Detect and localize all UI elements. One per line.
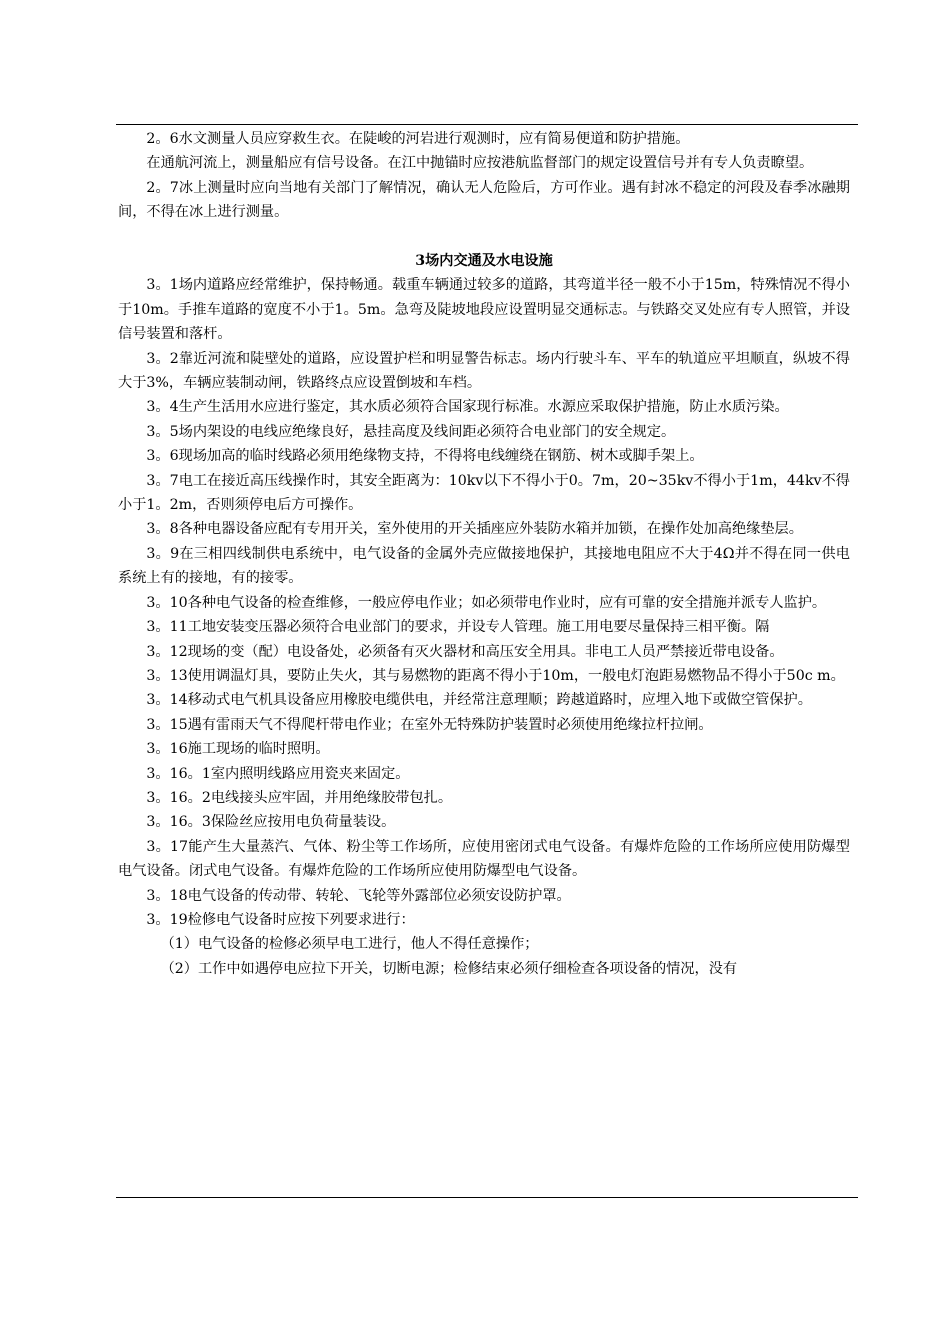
paragraph-3-2: 3。2靠近河流和陡壁处的道路，应设置护栏和明显警告标志。场内行驶斗车、平车的轨道应平坦顺直，纵坡不得大于3%，车辆应装制动闸，铁路终点应设置倒坡和车档。: [118, 350, 850, 392]
paragraph-3-10: 3。10各种电气设备的检查维修，一般应停电作业；如必须带电作业时，应有可靠的安全措施并派专人监护。: [146, 594, 827, 611]
paragraph-3-16: 3。16施工现场的临时照明。: [146, 741, 330, 758]
paragraph-3-8: 3。8各种电器设备应配有专用开关，室外使用的开关插座应外装防水箱并加锁，在操作处加高绝缘垫层。: [146, 521, 803, 538]
paragraph-2-6: 2。6水文测量人员应穿救生衣。在陡峻的河岩进行观测时，应有简易便道和防护措施。: [146, 131, 690, 147]
paragraph-3-14: 3。14移动式电气机具设备应用橡胶电缆供电，并经常注意理顺；跨越道路时，应埋入地下或做空管保护。: [146, 692, 812, 709]
paragraph-3-19: 3。19检修电气设备时应按下列要求进行：: [146, 911, 415, 928]
paragraph-3-6: 3。6现场加高的临时线路必须用绝缘物支持，不得将电线缠绕在钢筋、树木或脚手架上。: [146, 448, 704, 465]
paragraph-3-12: 3。12现场的变（配）电设备处，必须备有灭火器材和高压安全用具。非电工人员严禁接近带电设备。: [146, 643, 784, 660]
paragraph-2-7: 2。7冰上测量时应向当地有关部门了解情况，确认无人危险后，方可作业。遇有封冰不稳定的河段及春季冰融期间，不得在冰上进行测量。: [118, 179, 850, 221]
paragraph-3-11: 3。11工地安装变压器必须符合电业部门的要求，并设专人管理。施工用电要尽量保持三相平衡。隔: [146, 619, 770, 636]
document-body: [118, 127, 850, 981]
paragraph-3-16-1: 3。16。1室内照明线路应用瓷夹来固定。: [146, 765, 410, 782]
footer-rule: [116, 1197, 858, 1198]
paragraph-3-16-2: 3。16。2电线接头应牢固，并用绝缘胶带包扎。: [146, 789, 453, 806]
paragraph-3-1: 3。1场内道路应经常维护，保持畅通。载重车辆通过较多的道路，其弯道半径一般不小于15m，特殊情况不得小于10m。手推车道路的宽度不小于1。5m。急弯及陡坡地段应设置明显交通标志。与铁路交叉处应有专人照管，并设信号装置和落杆。: [118, 277, 850, 343]
paragraph-3-7: 3。7电工在接近高压线操作时，其安全距离为：10kv以下不得小于0。7m，20~35kv不得小于1m，44kv不得小于1。2m，否则须停电后方可操作。: [118, 472, 850, 514]
paragraph-3-4: 3。4生产生活用水应进行鉴定，其水质必须符合国家现行标准。水源应采取保护措施，防止水质污染。: [146, 399, 789, 416]
section-title: 3场内交通及水电设施: [415, 253, 553, 270]
paragraph-3-18: 3。18电气设备的传动带、转轮、飞轮等外露部位必须安设防护罩。: [146, 887, 571, 904]
paragraph-3-17: 3。17能产生大量蒸汽、气体、粉尘等工作场所，应使用密闭式电气设备。有爆炸危险的工作场所应使用防爆型电气设备。闭式电气设备。有爆炸危险的工作场所应使用防爆型电气设备。: [118, 838, 850, 880]
paragraph-3-13: 3。13使用调温灯具，要防止失火，其与易燃物的距离不得小于10m，一般电灯泡距易燃物品不得小于50c m。: [146, 667, 845, 684]
header-rule: [116, 124, 858, 125]
paragraph-3-16-3: 3。16。3保险丝应按用电负荷量装设。: [146, 814, 396, 831]
list-item-2: （2）工作中如遇停电应拉下开关，切断电源；检修结束必须仔细检查各项设备的情况，没有: [160, 960, 738, 977]
paragraph-3-15: 3。15遇有雷雨天气不得爬杆带电作业；在室外无特殊防护装置时必须使用绝缘拉杆拉闸。: [146, 716, 713, 733]
paragraph-3-9: 3。9在三相四线制供电系统中，电气设备的金属外壳应做接地保护，其接地电阻应不大于4Ω并不得在同一供电系统上有的接地，有的接零。: [118, 545, 850, 587]
blank-line: [118, 225, 850, 249]
list-item-1: （1）电气设备的检修必须早电工进行，他人不得任意操作；: [160, 936, 539, 953]
paragraph-navigation: 在通航河流上，测量船应有信号设备。在江中抛锚时应按港航监督部门的规定设置信号并有专人负责瞭望。: [146, 155, 814, 172]
paragraph-3-5: 3。5场内架设的电线应绝缘良好，悬挂高度及线间距必须符合电业部门的安全规定。: [146, 423, 676, 440]
